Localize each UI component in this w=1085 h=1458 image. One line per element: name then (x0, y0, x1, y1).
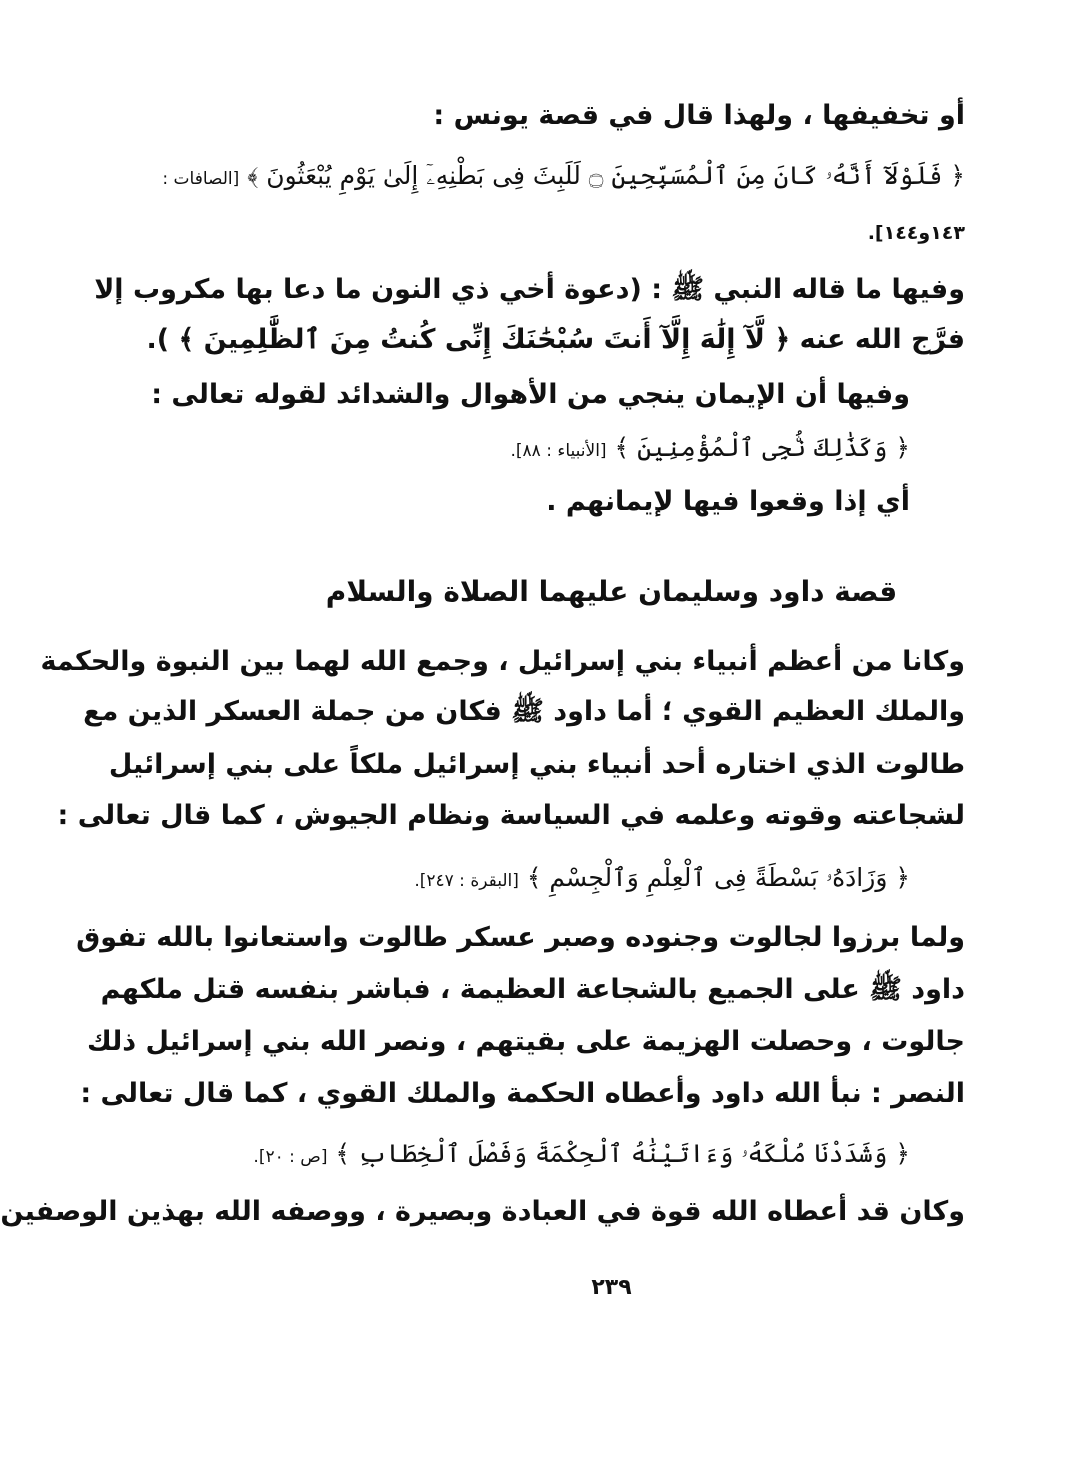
verse-line-sad (233, 1134, 910, 1177)
paragraph-2-line-2: داود ﷺ على الجميع بالشجاعة العظيمة ، فباشر بنفسه قتل ملكهم (100, 974, 965, 1005)
text-line-hadith-2: فرَّج الله عنه ﴿ لَّآ إِلَٰهَ إِلَّآ أَنتَ سُبْحَٰنَكَ إِنِّى كُنتُ مِنَ ٱلظَّٰلِمِينَ ﴾ ). (146, 324, 965, 355)
verse-reference: [البقرة : ٢٤٧]. (414, 871, 519, 891)
verse-reference: [الصافات : (162, 169, 240, 189)
verse-reference: [الأنبياء : ٨٨]. (510, 441, 607, 461)
page-number: ٢٣٩ (591, 1275, 632, 1300)
paragraph-2-line-4: النصر : نبأ الله داود وأعطاه الحكمة والملك القوي ، كما قال تعالى : (80, 1078, 965, 1109)
text-line-hadith-1: وفيها ما قاله النبي ﷺ : (دعوة أخي ذي النون ما دعا بها مكروب إلا (94, 274, 965, 305)
verse-line-baqara (233, 858, 910, 901)
paragraph-1-line-2: والملك العظيم القوي ؛ أما داود ﷺ فكان من جملة العسكر الذين مع (83, 696, 965, 727)
section-heading: قصة داود وسليمان عليهما الصلاة والسلام (325, 575, 898, 608)
verse-line-anbiya (233, 428, 910, 471)
paragraph-2-line-1: ولما برزوا لجالوت وجنوده وصبر عسكر طالوت واستعانوا بالله تفوق (76, 922, 965, 953)
verse-reference-continued: ١٤٣و١٤٤]. (867, 222, 965, 244)
paragraph-1-line-1: وكانا من أعظم أنبياء بني إسرائيل ، وجمع الله لهما بين النبوة والحكمة (40, 646, 965, 677)
paragraph-2-line-3: جالوت ، وحصلت الهزيمة على بقيتهم ، ونصر الله بني إسرائيل ذلك (86, 1026, 965, 1057)
paragraph-1-line-3: طالوت الذي اختاره أحد أنبياء بني إسرائيل ملكاً على بني إسرائيل (108, 749, 965, 780)
text-line-iman: وفيها أن الإيمان ينجي من الأهوال والشدائد لقوله تعالى : (151, 379, 910, 410)
verse-text: ﴿ وَكَذَٰلِكَ نُۨجِى ٱلْمُؤْمِنِينَ ﴾ (614, 433, 910, 462)
paragraph-3-line-1: وكان قد أعطاه الله قوة في العبادة وبصيرة ، ووصفه الله بهذين الوصفين (0, 1196, 965, 1227)
text-line-1: أو تخفيفها ، ولهذا قال في قصة يونس : (433, 100, 965, 131)
verse-text: ﴿ وَزَادَهُۥ بَسْطَةً فِى ٱلْعِلْمِ وَٱلْجِسْمِ ﴾ (526, 863, 910, 892)
verse-text: ﴿ فَلَوْلَآ أَنَّهُۥ كَانَ مِنَ ٱلْمُسَبِّحِينَ ۝ لَلَبِثَ فِى بَطْنِهِۦٓ إِلَىٰ يَوْمِ يُبْعَثُونَ ﴾ (247, 161, 965, 190)
paragraph-1-line-4: لشجاعته وقوته وعلمه في السياسة ونظام الجيوش ، كما قال تعالى : (57, 800, 965, 831)
verse-text: ﴿ وَشَدَدْنَا مُلْكَهُۥ وَءَاتَيْنَٰهُ ٱلْحِكْمَةَ وَفَصْلَ ٱلْخِطَابِ ﴾ (335, 1139, 910, 1168)
text-line-imanihim: أي إذا وقعوا فيها لإيمانهم . (546, 486, 910, 517)
verse-reference: [ص : ٢٠]. (253, 1147, 328, 1167)
verse-line-saffat (162, 156, 965, 199)
